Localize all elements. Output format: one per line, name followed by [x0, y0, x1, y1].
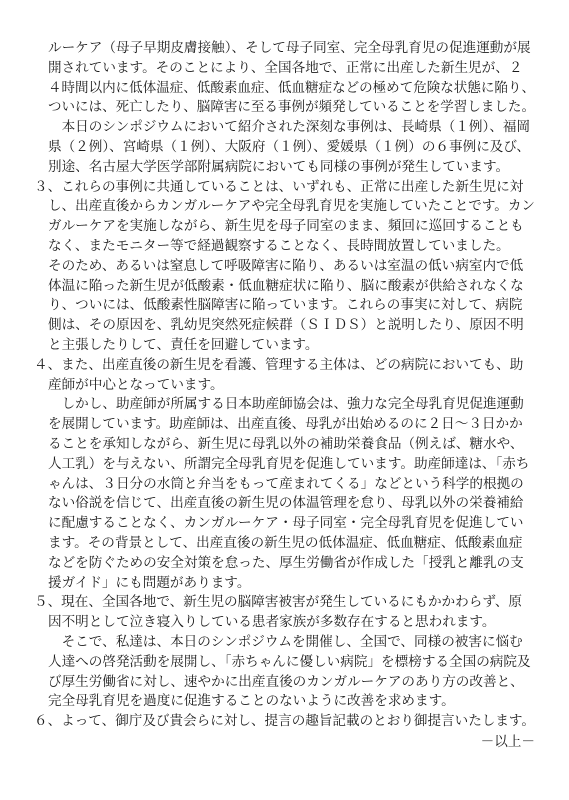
- text-line-content: などを防ぐための安全対策を怠った、厚生労働省が作成した「授乳と離乳の支: [48, 554, 524, 571]
- text-line-content: ることを承知しながら、新生児に母乳以外の補助栄養食品（例えば、糖水や、: [48, 436, 524, 452]
- text-line-content: 別途、名古屋大学医学部附属病院においても同様の事例が発生しています。: [48, 158, 510, 175]
- text-line-content: ４、また、出産直後の新生児を看護、管理する主体は、どの病院においても、助: [34, 356, 524, 373]
- text-line-content: そこで、私達は、本日のシンポジウムを開催し、全国で、同様の被害に悩む: [48, 634, 523, 650]
- text-line-content: そのため、あるいは窒息して呼吸障害に陥り、あるいは室温の低い病室内で低: [48, 257, 524, 274]
- text-line-content: ５、現在、全国各地で、新生児の脳障害被害が発生しているにもかかわらず、原: [34, 594, 523, 611]
- text-line-content: ゃんは、３日分の水筒と弁当をもって産まれてくる」などという科学的根拠の: [48, 475, 524, 492]
- text-line-content: り、ついには、低酸素性脳障害に陥っています。これらの事実に対して、病院: [48, 297, 523, 314]
- text-line-content: ルーケア（母子早期皮膚接触）、そして母子同室、完全母乳育児の促進運動が展: [48, 40, 531, 56]
- closing-line: [0, 730, 569, 754]
- text-line-content: 人達への啓発活動を展開し、「赤ちゃんに優しい病院」を標榜する全国の病院及: [48, 653, 531, 670]
- text-line-content: ます。その背景として、出産直後の新生児の低体温症、低血糖症、低酸素血症: [48, 535, 523, 551]
- text-line-content: 側は、その原因を、乳幼児突然死症候群（ＳＩＤＳ）と説明したり、原因不明: [48, 317, 524, 334]
- text-line-content: 開されています。そのことにより、全国各地で、正常に出産した新生児が、２: [48, 59, 523, 76]
- text-line-content: ない俗説を信じて、出産直後の新生児の体温管理を怠り、母乳以外の栄養補給: [48, 495, 524, 512]
- text-line-content: と主張したりして、責任を回避しています。: [48, 337, 319, 353]
- text-line-content: 人工乳）を与えない、所謂完全母乳育児を促進しています。助産師達は、「赤ち: [48, 455, 530, 472]
- text-line-content: ついには、死亡したり、脳障害に至る事例が頻発していることを学習しました。: [48, 99, 535, 116]
- text-line-content: ４時間以内に低体温症、低酸素血症、低血糖症などの極めて危険な状態に陥り、: [48, 79, 535, 96]
- text-line-content: 体温に陥った新生児が低酸素・低血糖症状に陥り、脳に酸素が供給されなくな: [48, 277, 524, 294]
- text-line-content: 援ガイド」にも問題があります。: [48, 574, 251, 591]
- closing-mark: －以上－: [480, 734, 535, 750]
- text-line-content: び厚生労働省に対し、速やかに出産直後のカンガルーケアのあり方の改善と、: [48, 673, 524, 690]
- text-line-content: し、出産直後からカンガルーケアや完全母乳育児を実施していたことです。カン: [48, 198, 535, 215]
- text-line-content: 完全母乳育児を過度に促進することのないように改善を求めます。: [48, 693, 455, 710]
- text-line-content: ６、よって、御庁及び貴会らに対し、提言の趣旨記載のとおり御提言いたします。: [34, 713, 536, 730]
- text-line-content: を展開しています。助産師は、出産直後、母乳が出始めるのに２日〜３日かか: [48, 416, 523, 433]
- text-line-content: しかし、助産師が所属する日本助産師協会は、強力な完全母乳育児促進運動: [48, 396, 524, 413]
- text-line-content: に配慮することなく、カンガルーケア・母子同室・完全母乳育児を促進してい: [48, 515, 524, 532]
- text-line-content: 因不明として泣き寝入りしている患者家族が多数存在すると思われます。: [48, 614, 496, 631]
- text-line-content: なく、またモニター等で経過観察することなく、長時間放置していました。: [48, 238, 510, 254]
- text-line-content: 県（２例）、宮崎県（１例）、大阪府（１例）、愛媛県（１例）の６事例に及び、: [48, 139, 531, 155]
- text-line-content: 本日のシンポジウムにおいて紹介された深刻な事例は、長崎県（１例）、福岡: [48, 119, 531, 136]
- text-line-content: ガルーケアを実施しながら、新生児を母子同室のまま、頻回に巡回することも: [48, 218, 524, 235]
- text-line-content: ３、これらの事例に共通していることは、いずれも、正常に出産した新生児に対: [34, 178, 524, 195]
- text-line-content: 産師が中心となっています。: [48, 376, 224, 393]
